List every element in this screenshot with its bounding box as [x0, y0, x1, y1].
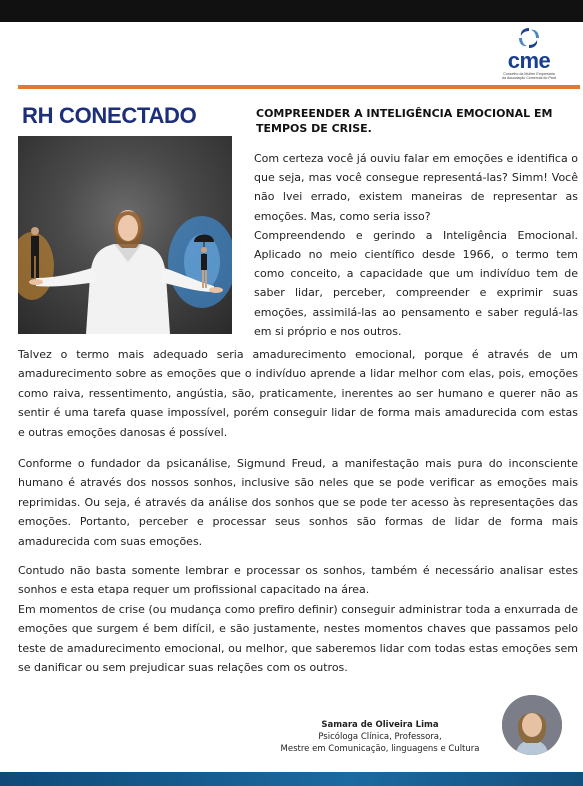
body-paragraph-1-text: Talvez o termo mais adequado seria amadurecimento emocional, porque é através de um amadurecimento sobre as emoções que o indivíduo aprende a lidar melhor com elas, pois, emoções como raiva, ressentimento, angústia, são, praticamente, inerentes ao ser humano e querer não as sentir é uma tarefa quase impossível, porém conseguir lidar de forma mais amadurecida com estas e outras emoções danosas é possível. [18, 348, 578, 439]
body-paragraph-2 [18, 454, 578, 551]
intro-paragraph-1: Com certeza você já ouviu falar em emoções e identifica o que seja, mas você consegue representá-las? Simm! Você não lvei errado, existem maneiras de representar as emoções. Mas, como seria isso? [254, 152, 578, 223]
top-black-bar [0, 0, 583, 22]
body-paragraph-1 [18, 345, 578, 442]
body-paragraph-3 [18, 561, 578, 677]
bottom-blue-bar [0, 772, 583, 786]
logo-subline-1: Conselho da Mulher Empresária [503, 72, 555, 76]
intro-column [254, 149, 578, 341]
logo-subline-2: da Associação Comercial do Pará [502, 76, 556, 81]
intro-paragraph-2: Compreendendo e gerindo a Inteligência Emocional. Aplicado no meio científico desde 1966, o termo tem como conceito, a capacidade que um indivíduo tem de saber lidar, perceber, compreender e exprimir suas emoções, assimilá-las ao pensamento e saber regulá-las em si próprio e nos outros. [254, 228, 578, 338]
section-title: RH CONECTADO [22, 103, 197, 128]
orange-divider [18, 85, 580, 89]
body-paragraph-3b-text: Em momentos de crise (ou mudança como prefiro definir) conseguir administrar toda a enxurrada de emoções que surgem é bem difícil, e são justamente, nestes momentos chaves que passamos pelo teste de amadurecimento emocional, ou melhor, que saberemos lidar com todas estas emoções sem se danificar ou sem prejudicar suas relações com os outros. [18, 602, 578, 675]
cme-logo [484, 26, 574, 84]
woman-balancing-business-figures-image [18, 136, 232, 334]
author-role-2: Mestre em Comunicação, linguagens e Cultura [280, 744, 480, 754]
logo-word: cme [507, 48, 551, 73]
author-avatar [502, 695, 562, 755]
author-role-1: Psicóloga Clínica, Professora, [318, 732, 442, 742]
body-paragraph-2-text: Conforme o fundador da psicanálise, Sigmund Freud, a manifestação mais pura do inconsciente humano é através dos nossos sonhos, inclusive são neles que se pode verificar as emoções mais reprimidas. Ou seja, é através da análise dos sonhos que se pode ter acesso às representações das emoções. Portanto, perceber e processar seus sonhos são formas de lidar de forma mais amadurecida com suas emoções. [18, 457, 578, 548]
cme-swirl-icon [517, 26, 541, 50]
author-name: Samara de Oliveira Lima [321, 720, 439, 730]
author-signature [268, 719, 492, 755]
body-paragraph-3a-text: Contudo não basta somente lembrar e processar os sonhos, também é necessário analisar estes sonhos e esta etapa requer um profissional capacitado na área. [18, 564, 578, 597]
article-title: COMPREENDER A INTELIGÊNCIA EMOCIONAL EM TEMPOS DE CRISE. [256, 107, 553, 135]
